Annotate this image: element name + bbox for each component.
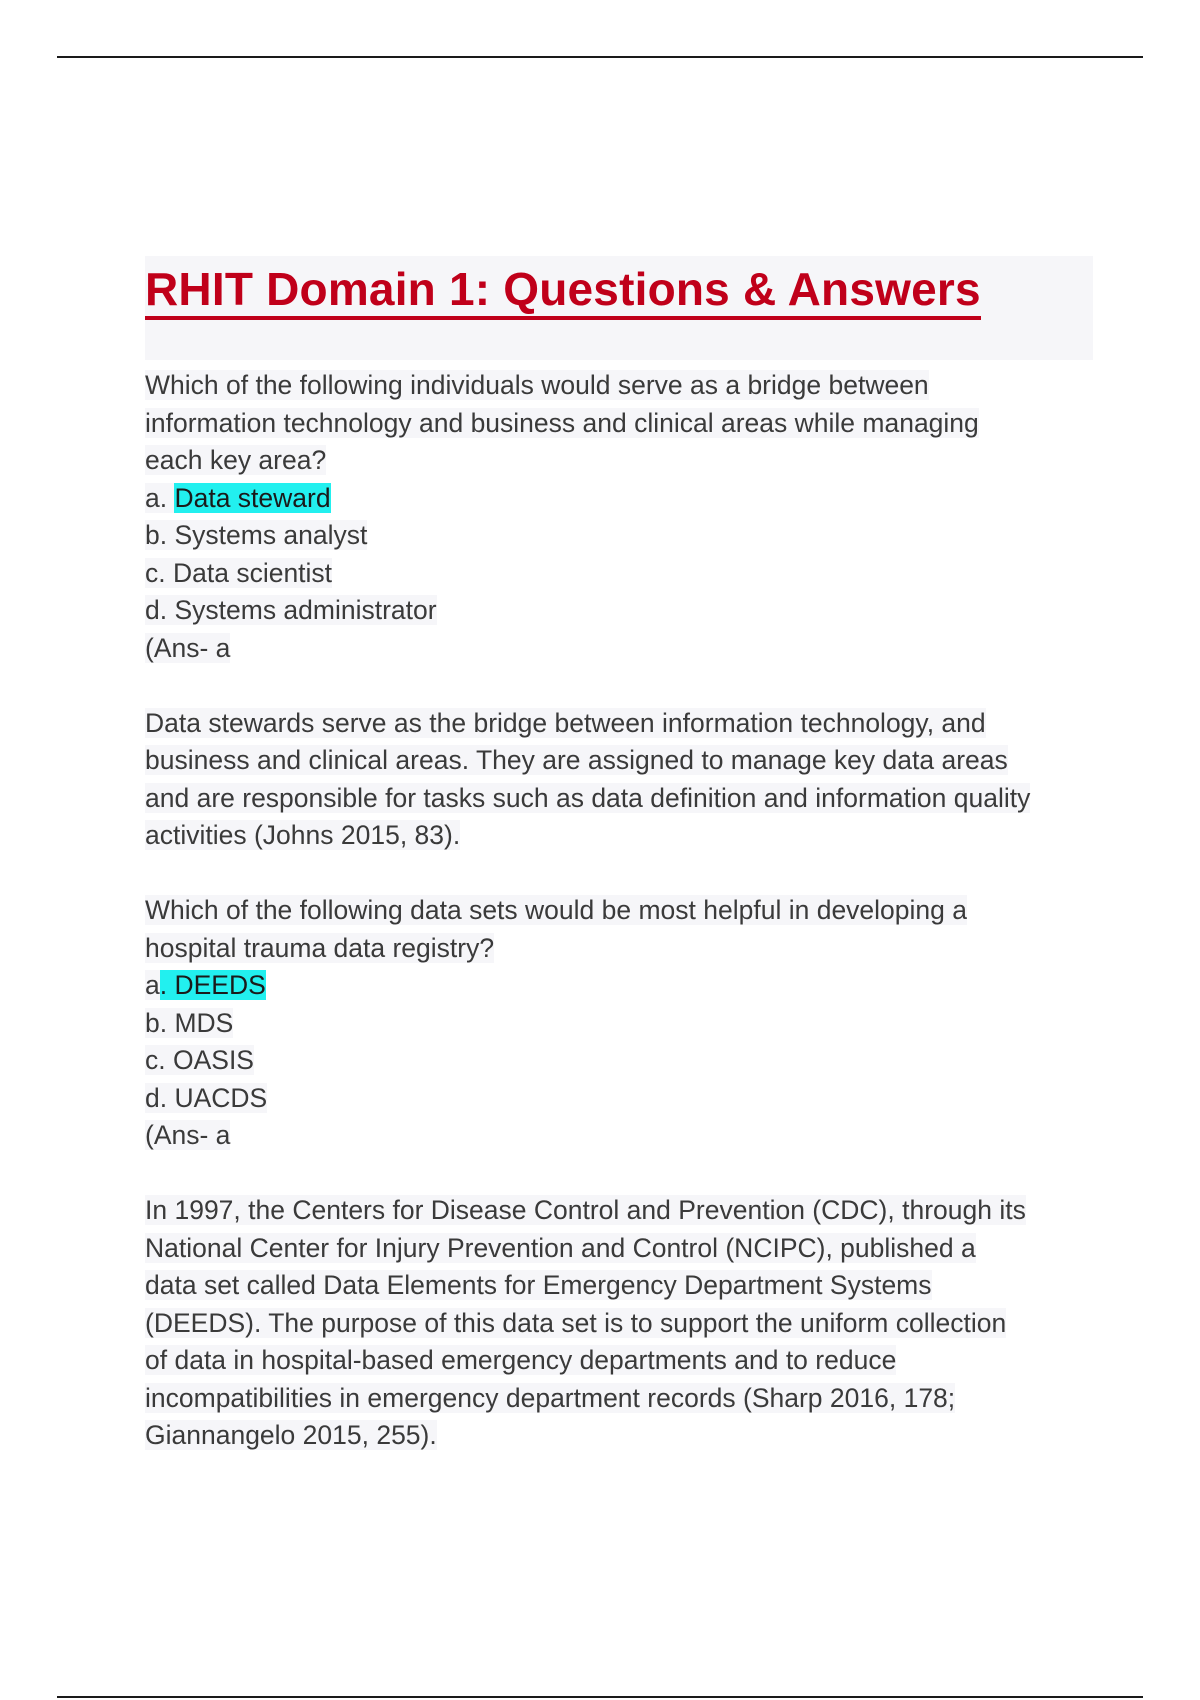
question-1 (145, 367, 1093, 855)
question-stem-line: hospital trauma data registry? (145, 932, 495, 963)
question-stem-line: each key area? (145, 445, 327, 475)
question-stem-line: information technology and business and clinical areas while managing (145, 407, 979, 438)
answer-line: (Ans- a (145, 632, 231, 663)
question-stem-line: Which of the following individuals would serve as a bridge between (145, 370, 929, 400)
option-d: d. UACDS (145, 1082, 268, 1113)
explanation-line: and are responsible for tasks such as data definition and information quality (145, 782, 1031, 813)
option-d: d. Systems administrator (145, 595, 437, 625)
answer-line: (Ans- a (145, 1120, 231, 1150)
bottom-rule (57, 1696, 1143, 1698)
option-a: a. DEEDS (145, 970, 266, 1000)
explanation-line: National Center for Injury Prevention and Control (NCIPC), published a (145, 1232, 976, 1263)
explanation-line: business and clinical areas. They are assigned to manage key data areas (145, 745, 1008, 775)
explanation-line: Giannangelo 2015, 255). (145, 1420, 437, 1450)
explanation-line: In 1997, the Centers for Disease Control and Prevention (CDC), through its (145, 1195, 1026, 1225)
top-rule (57, 56, 1143, 58)
title-band (145, 256, 1093, 360)
explanation-line: of data in hospital-based emergency departments and to reduce (145, 1345, 897, 1375)
highlighted-answer: . DEEDS (159, 970, 266, 1000)
question-2 (145, 892, 1093, 1455)
question-stem-line: Which of the following data sets would be most helpful in developing a (145, 895, 967, 925)
explanation-line: Data stewards serve as the bridge between information technology, and (145, 707, 986, 738)
highlighted-answer: Data steward (174, 482, 331, 513)
option-b: b. MDS (145, 1007, 234, 1038)
option-a: a. Data steward (145, 482, 331, 513)
document-body (145, 256, 1093, 1455)
explanation-line: activities (Johns 2015, 83). (145, 820, 461, 850)
explanation-line: data set called Data Elements for Emergency Department Systems (145, 1270, 932, 1300)
spacer (145, 1155, 1093, 1193)
spacer (145, 855, 1093, 893)
spacer (145, 667, 1093, 705)
explanation-line: (DEEDS). The purpose of this data set is to support the uniform collection (145, 1307, 1007, 1338)
explanation-line: incompatibilities in emergency department records (Sharp 2016, 178; (145, 1382, 956, 1413)
document-title: RHIT Domain 1: Questions & Answers (145, 262, 981, 320)
option-c: c. Data scientist (145, 557, 333, 588)
option-c: c. OASIS (145, 1045, 254, 1075)
option-b: b. Systems analyst (145, 520, 368, 550)
